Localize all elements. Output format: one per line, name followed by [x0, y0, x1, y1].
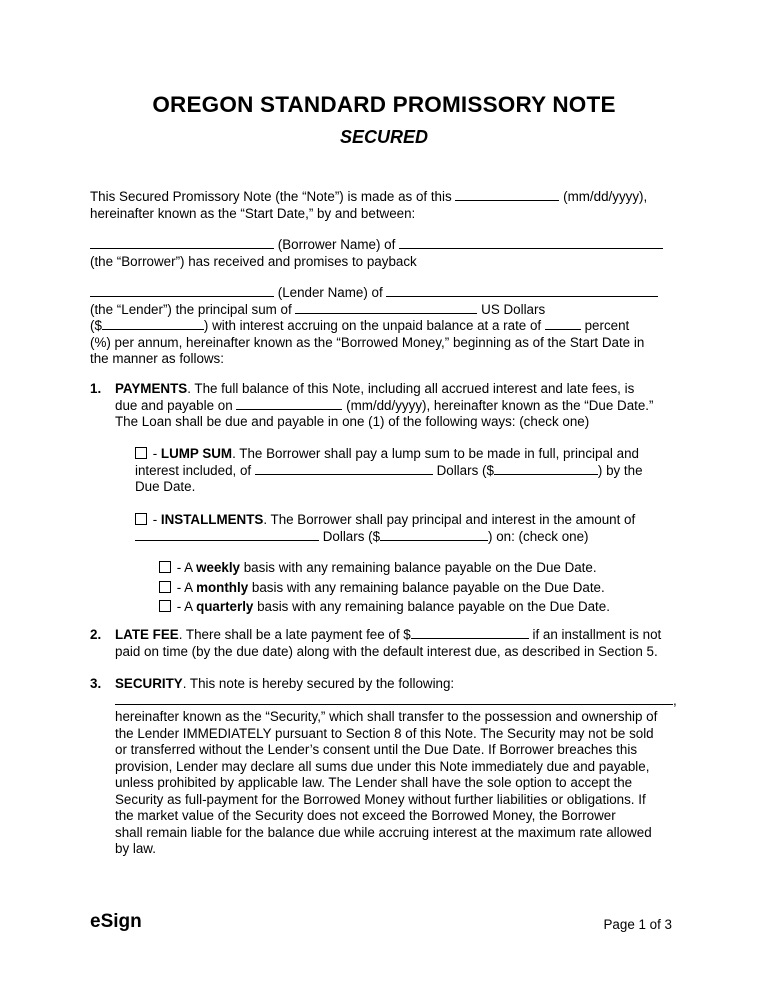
section-number: 1.: [90, 381, 102, 396]
section-heading: PAYMENTS: [115, 381, 188, 396]
borrower-label: (Borrower Name) of: [277, 237, 396, 252]
section-text: (mm/dd/yyyy), hereinafter known as the “Due Date.”: [346, 397, 654, 413]
lender-address-blank[interactable]: [386, 285, 658, 297]
option-text: - A: [173, 599, 197, 614]
option-text: basis with any remaining balance payable on the Due Date.: [240, 560, 597, 575]
section-heading: SECURITY: [115, 676, 183, 691]
lump-sum-heading: LUMP SUM: [160, 446, 233, 461]
section-text: . This note is hereby secured by the following:: [182, 676, 455, 691]
intro-text: This Secured Promissory Note (the “Note”) is made as of this: [90, 189, 452, 204]
section-text: the Lender IMMEDIATELY pursuant to Section 8 of this Note. The Security may not be sold: [115, 725, 654, 741]
installments-option: [135, 512, 675, 545]
lump-sum-text: Dollars ($: [436, 462, 494, 478]
lender-text: percent: [584, 318, 630, 333]
monthly-checkbox[interactable]: [159, 581, 171, 593]
lump-sum-checkbox[interactable]: [135, 447, 147, 459]
lender-text: ($: [90, 318, 102, 333]
lump-sum-words-blank[interactable]: [255, 463, 433, 475]
frequency-option-weekly: [159, 560, 679, 577]
lump-sum-text: ) by the: [597, 462, 643, 478]
borrower-address-blank[interactable]: [399, 237, 663, 249]
due-date-blank[interactable]: [236, 398, 342, 410]
section-text: Security as full-payment for the Borrowed Money without further liabilities or obligations. If: [115, 791, 646, 807]
security-description-blank[interactable]: [115, 693, 673, 705]
installments-text: Dollars ($: [322, 528, 381, 544]
option-bold: weekly: [196, 560, 241, 575]
lump-sum-option: [135, 446, 675, 496]
section-text: shall remain liable for the balance due while accruing interest at the maximum rate allowed: [115, 824, 652, 840]
section-number: 2.: [90, 627, 102, 642]
option-dash: -: [149, 446, 161, 461]
section-text: . There shall be a late payment fee of $: [178, 627, 411, 642]
option-text: - A: [173, 579, 197, 595]
intro-paragraph: [90, 189, 680, 222]
installment-amount-blank[interactable]: [380, 529, 488, 541]
section-text: . The full balance of this Note, including all accrued interest and late fees, is: [187, 381, 635, 396]
borrower-paragraph: [90, 237, 680, 270]
borrower-name-blank[interactable]: [90, 237, 274, 249]
section-text: unless prohibited by applicable law. The Lender shall have the sole option to accept the: [115, 775, 633, 790]
section-security: [90, 676, 690, 858]
lender-paragraph: [90, 285, 680, 368]
principal-words-blank[interactable]: [295, 302, 477, 314]
section-text: ,: [673, 692, 677, 708]
intro-text: hereinafter known as the “Start Date,” by and between:: [90, 205, 416, 221]
option-bold: quarterly: [196, 599, 254, 614]
lender-text: (the “Lender”) the principal sum of: [90, 301, 292, 317]
section-text: The Loan shall be due and payable in one (1) of the following ways: (check one): [115, 414, 590, 429]
document-subtitle: SECURED: [339, 127, 428, 147]
lender-name-blank[interactable]: [90, 285, 274, 297]
document-title: OREGON STANDARD PROMISSORY NOTE: [152, 92, 616, 117]
section-number: 3.: [90, 676, 102, 691]
section-late-fee: [90, 627, 690, 660]
lump-sum-text: interest included, of: [135, 462, 252, 478]
section-text: the market value of the Security does not exceed the Borrowed Money, the Borrower: [115, 808, 616, 823]
option-text: - A: [173, 560, 197, 575]
esign-logo: eSign: [90, 911, 142, 932]
section-heading: LATE FEE: [115, 627, 179, 642]
option-dash: -: [149, 512, 161, 527]
installments-text: . The Borrower shall pay principal and interest in the amount of: [263, 512, 636, 527]
section-text: paid on time (by the due date) along with the default interest due, as described in Section 5.: [115, 643, 658, 659]
lender-text: (%) per annum, hereinafter known as the “Borrowed Money,” beginning as of the Start Date in: [90, 334, 645, 350]
section-text: provision, Lender may declare all sums due under this Note immediately due and payable,: [115, 758, 650, 774]
section-text: or transferred without the Lender’s consent until the Due Date. If Borrower breaches this: [115, 742, 638, 757]
lender-text: the manner as follows:: [90, 351, 224, 366]
section-text: hereinafter known as the “Security,” which shall transfer to the possession and ownership of: [115, 709, 658, 724]
section-text: by law.: [115, 841, 156, 856]
section-text: due and payable on: [115, 397, 233, 413]
interest-rate-blank[interactable]: [545, 318, 581, 330]
late-fee-blank[interactable]: [411, 627, 529, 639]
installments-heading: INSTALLMENTS: [160, 512, 264, 527]
start-date-blank[interactable]: [455, 189, 559, 201]
option-text: basis with any remaining balance payable on the Due Date.: [248, 579, 605, 595]
date-format-label: (mm/dd/yyyy),: [563, 189, 648, 204]
frequency-option-monthly: [159, 580, 679, 597]
page-number: Page 1 of 3: [603, 917, 672, 932]
installments-checkbox[interactable]: [135, 513, 147, 525]
installment-frequency-options: [159, 560, 679, 616]
lender-text: ) with interest accruing on the unpaid balance at a rate of: [203, 318, 542, 333]
borrower-text: (the “Borrower”) has received and promises to payback: [90, 253, 417, 269]
lender-label: (Lender Name) of: [277, 285, 383, 300]
option-text: basis with any remaining balance payable on the Due Date.: [253, 599, 610, 614]
option-bold: monthly: [196, 579, 249, 595]
installments-text: ) on: (check one): [488, 528, 589, 544]
quarterly-checkbox[interactable]: [159, 600, 171, 612]
principal-amount-blank[interactable]: [102, 318, 204, 330]
frequency-option-quarterly: [159, 599, 679, 616]
lump-sum-text: . The Borrower shall pay a lump sum to be made in full, principal and: [232, 446, 639, 461]
section-text: if an installment is not: [532, 627, 662, 642]
lump-sum-amount-blank[interactable]: [494, 463, 598, 475]
installment-words-blank[interactable]: [135, 529, 319, 541]
weekly-checkbox[interactable]: [159, 561, 171, 573]
section-payments: [90, 381, 690, 431]
lender-text: US Dollars: [481, 301, 546, 317]
lump-sum-text: Due Date.: [135, 479, 196, 494]
